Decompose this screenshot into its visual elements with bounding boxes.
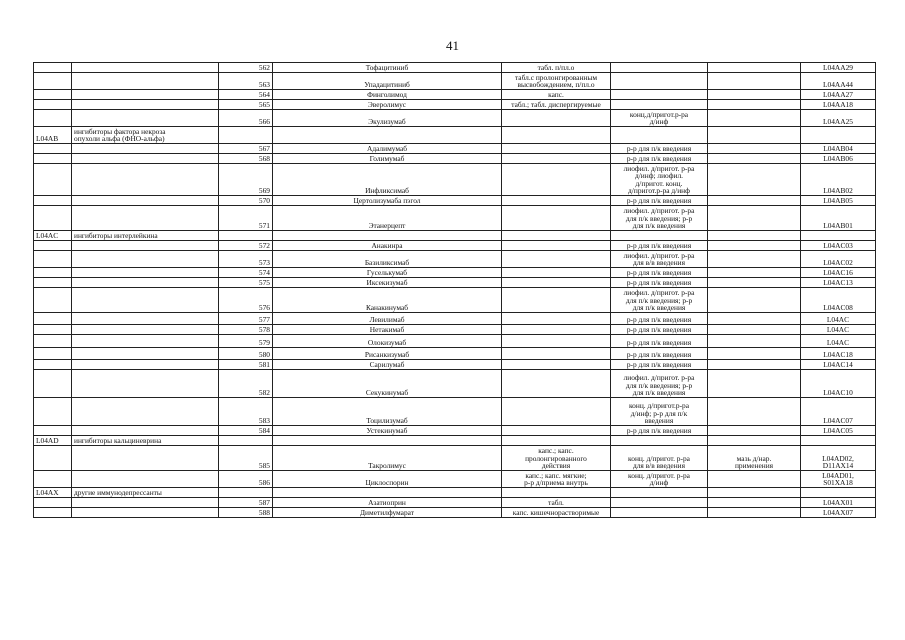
external-form [708, 144, 801, 154]
empty-cell [273, 436, 502, 446]
empty-cell [219, 488, 273, 498]
injection-form: р-р для п/к введения [611, 154, 708, 164]
external-form [708, 508, 801, 518]
drug-name: Канакинумаб [273, 288, 502, 313]
empty-cell [34, 471, 72, 488]
oral-form [502, 154, 611, 164]
oral-form: табл. [502, 498, 611, 508]
drug-number: 566 [219, 110, 273, 127]
drug-row [34, 144, 876, 154]
group-row [34, 436, 876, 446]
oral-form [502, 313, 611, 325]
empty-cell [34, 278, 72, 288]
injection-form: р-р для п/к введения [611, 313, 708, 325]
drug-name: Рисанкизумаб [273, 348, 502, 360]
empty-cell [72, 471, 219, 488]
empty-cell [219, 127, 273, 144]
drug-number: 573 [219, 251, 273, 268]
empty-cell [72, 335, 219, 348]
drug-number: 577 [219, 313, 273, 325]
external-form [708, 63, 801, 73]
empty-cell [34, 268, 72, 278]
drug-name: Анакинра [273, 241, 502, 251]
empty-cell [34, 206, 72, 231]
empty-cell [72, 288, 219, 313]
injection-form [611, 90, 708, 100]
oral-form [502, 426, 611, 436]
empty-cell [72, 313, 219, 325]
drug-name: Упадацитиниб [273, 73, 502, 90]
drug-row [34, 313, 876, 325]
oral-form [502, 206, 611, 231]
oral-form [502, 268, 611, 278]
drug-row [34, 90, 876, 100]
drug-number: 569 [219, 164, 273, 196]
drug-row [34, 196, 876, 206]
drug-number: 574 [219, 268, 273, 278]
empty-cell [34, 313, 72, 325]
external-form [708, 73, 801, 90]
empty-cell [219, 436, 273, 446]
atc-code: L04AA27 [801, 90, 876, 100]
drug-number: 586 [219, 471, 273, 488]
external-form: мазь д/нар. применения [708, 446, 801, 471]
drug-row [34, 508, 876, 518]
group-title: ингибиторы интерлейкина [72, 231, 219, 241]
external-form [708, 278, 801, 288]
external-form [708, 426, 801, 436]
drug-number: 581 [219, 360, 273, 370]
empty-cell [34, 164, 72, 196]
drug-number: 564 [219, 90, 273, 100]
empty-cell [34, 241, 72, 251]
oral-form [502, 370, 611, 398]
injection-form: конц. д/пригот. р-ра для в/в введения [611, 446, 708, 471]
drug-row [34, 360, 876, 370]
drug-name: Олокизумаб [273, 335, 502, 348]
empty-cell [72, 241, 219, 251]
drug-name: Секукинумаб [273, 370, 502, 398]
oral-form: капс.; капс. пролонгированного действия [502, 446, 611, 471]
drug-row [34, 110, 876, 127]
external-form [708, 335, 801, 348]
external-form [708, 360, 801, 370]
empty-cell [72, 90, 219, 100]
oral-form: капс. кишечнорастворимые [502, 508, 611, 518]
empty-cell [34, 508, 72, 518]
injection-form: р-р для п/к введения [611, 360, 708, 370]
drug-number: 570 [219, 196, 273, 206]
injection-form: р-р для п/к введения [611, 348, 708, 360]
injection-form: конц. д/пригот.р-ра д/инф; р-р для п/к введения [611, 398, 708, 426]
empty-cell [502, 127, 611, 144]
group-code: L04AB [34, 127, 72, 144]
empty-cell [502, 488, 611, 498]
atc-code: L04AC [801, 325, 876, 335]
empty-cell [273, 488, 502, 498]
external-form [708, 251, 801, 268]
drug-name: Тоцилизумаб [273, 398, 502, 426]
empty-cell [34, 446, 72, 471]
oral-form [502, 398, 611, 426]
drug-row [34, 335, 876, 348]
injection-form [611, 73, 708, 90]
oral-form: капс.; капс. мягкие; р-р д/приема внутрь [502, 471, 611, 488]
drug-row [34, 278, 876, 288]
empty-cell [34, 73, 72, 90]
empty-cell [801, 127, 876, 144]
oral-form [502, 288, 611, 313]
injection-form [611, 100, 708, 110]
drug-number: 571 [219, 206, 273, 231]
drug-name: Адалимумаб [273, 144, 502, 154]
drug-number: 568 [219, 154, 273, 164]
external-form [708, 268, 801, 278]
drug-number: 562 [219, 63, 273, 73]
empty-cell [72, 348, 219, 360]
drug-name: Такролимус [273, 446, 502, 471]
injection-form: р-р для п/к введения [611, 426, 708, 436]
atc-code: L04AC03 [801, 241, 876, 251]
empty-cell [72, 325, 219, 335]
oral-form [502, 241, 611, 251]
empty-cell [801, 436, 876, 446]
external-form [708, 313, 801, 325]
empty-cell [72, 144, 219, 154]
drug-row [34, 154, 876, 164]
atc-code: L04AC14 [801, 360, 876, 370]
external-form [708, 288, 801, 313]
empty-cell [502, 231, 611, 241]
group-title: другие иммунодепрессанты [72, 488, 219, 498]
empty-cell [34, 370, 72, 398]
empty-cell [708, 488, 801, 498]
empty-cell [72, 268, 219, 278]
atc-code: L04AC18 [801, 348, 876, 360]
atc-code: L04AB02 [801, 164, 876, 196]
injection-form: р-р для п/к введения [611, 196, 708, 206]
empty-cell [72, 154, 219, 164]
drug-number: 587 [219, 498, 273, 508]
injection-form: р-р для п/к введения [611, 268, 708, 278]
external-form [708, 164, 801, 196]
empty-cell [34, 100, 72, 110]
drug-row [34, 446, 876, 471]
atc-code: L04AA25 [801, 110, 876, 127]
external-form [708, 471, 801, 488]
group-row [34, 127, 876, 144]
empty-cell [72, 498, 219, 508]
oral-form: табл.с пролонгированным высвобождением, п/пл.о [502, 73, 611, 90]
external-form [708, 398, 801, 426]
empty-cell [72, 278, 219, 288]
empty-cell [72, 196, 219, 206]
oral-form [502, 110, 611, 127]
group-title: ингибиторы кальциневрина [72, 436, 219, 446]
empty-cell [708, 231, 801, 241]
empty-cell [34, 90, 72, 100]
group-code: L04AD [34, 436, 72, 446]
group-code: L04AX [34, 488, 72, 498]
drug-name: Устекинумаб [273, 426, 502, 436]
oral-form: табл. п/пл.о [502, 63, 611, 73]
external-form [708, 90, 801, 100]
empty-cell [708, 127, 801, 144]
drug-row [34, 100, 876, 110]
oral-form [502, 196, 611, 206]
empty-cell [34, 63, 72, 73]
injection-form: р-р для п/к введения [611, 325, 708, 335]
injection-form: лиофил. д/пригот. р-ра д/инф; лиофил. д/пригот. конц. д/пригот.р-ра д/инф [611, 164, 708, 196]
drug-row [34, 325, 876, 335]
drug-name: Эверолимус [273, 100, 502, 110]
atc-code: L04AC16 [801, 268, 876, 278]
drug-number: 575 [219, 278, 273, 288]
external-form [708, 348, 801, 360]
empty-cell [72, 360, 219, 370]
empty-cell [502, 436, 611, 446]
atc-code: L04AB04 [801, 144, 876, 154]
empty-cell [34, 144, 72, 154]
drug-name: Циклоспорин [273, 471, 502, 488]
group-code: L04AC [34, 231, 72, 241]
oral-form [502, 251, 611, 268]
drug-name: Этанерцепт [273, 206, 502, 231]
empty-cell [72, 508, 219, 518]
empty-cell [34, 110, 72, 127]
empty-cell [611, 488, 708, 498]
drug-name: Азатиоприн [273, 498, 502, 508]
empty-cell [801, 488, 876, 498]
empty-cell [72, 73, 219, 90]
drug-number: 576 [219, 288, 273, 313]
drug-row [34, 426, 876, 436]
atc-code: L04AA18 [801, 100, 876, 110]
drug-row [34, 63, 876, 73]
injection-form: лиофил. д/пригот. р-ра для п/к введения; р-р для п/к введения [611, 288, 708, 313]
drug-row [34, 471, 876, 488]
injection-form: р-р для п/к введения [611, 241, 708, 251]
drug-row [34, 348, 876, 360]
external-form [708, 100, 801, 110]
atc-code: L04AC05 [801, 426, 876, 436]
empty-cell [273, 127, 502, 144]
drug-row [34, 241, 876, 251]
atc-code: L04AB01 [801, 206, 876, 231]
empty-cell [72, 398, 219, 426]
external-form [708, 206, 801, 231]
empty-cell [801, 231, 876, 241]
injection-form: р-р для п/к введения [611, 144, 708, 154]
drug-name: Цертолизумаба пэгол [273, 196, 502, 206]
drug-number: 567 [219, 144, 273, 154]
oral-form [502, 144, 611, 154]
oral-form [502, 335, 611, 348]
medicines-table-body [34, 63, 876, 518]
empty-cell [611, 436, 708, 446]
atc-code: L04AC [801, 335, 876, 348]
empty-cell [34, 154, 72, 164]
empty-cell [72, 251, 219, 268]
external-form [708, 241, 801, 251]
injection-form [611, 498, 708, 508]
external-form [708, 325, 801, 335]
atc-code: L04AA29 [801, 63, 876, 73]
drug-name: Левилимаб [273, 313, 502, 325]
injection-form [611, 508, 708, 518]
injection-form: р-р для п/к введения [611, 278, 708, 288]
drug-number: 585 [219, 446, 273, 471]
oral-form [502, 278, 611, 288]
group-row [34, 488, 876, 498]
drug-number: 563 [219, 73, 273, 90]
drug-number: 582 [219, 370, 273, 398]
atc-code: L04AD02, D11AX14 [801, 446, 876, 471]
drug-row [34, 251, 876, 268]
empty-cell [34, 325, 72, 335]
atc-code: L04AB05 [801, 196, 876, 206]
oral-form [502, 360, 611, 370]
drug-number: 580 [219, 348, 273, 360]
drug-row [34, 164, 876, 196]
drug-row [34, 268, 876, 278]
drug-number: 584 [219, 426, 273, 436]
medicines-table [33, 62, 876, 518]
drug-number: 583 [219, 398, 273, 426]
empty-cell [34, 348, 72, 360]
oral-form: табл.; табл. диспергируемые [502, 100, 611, 110]
oral-form [502, 164, 611, 196]
atc-code: L04AA44 [801, 73, 876, 90]
drug-name: Инфликсимаб [273, 164, 502, 196]
injection-form: р-р для п/к введения [611, 335, 708, 348]
injection-form: лиофил. д/пригот. р-ра для в/в введения [611, 251, 708, 268]
empty-cell [34, 251, 72, 268]
empty-cell [72, 446, 219, 471]
empty-cell [72, 100, 219, 110]
drug-name: Гуселькумаб [273, 268, 502, 278]
atc-code: L04AC08 [801, 288, 876, 313]
drug-row [34, 73, 876, 90]
oral-form: капс. [502, 90, 611, 100]
external-form [708, 110, 801, 127]
external-form [708, 370, 801, 398]
group-row [34, 231, 876, 241]
empty-cell [708, 436, 801, 446]
external-form [708, 154, 801, 164]
injection-form: конц.д/пригот.р-ра д/инф [611, 110, 708, 127]
drug-row [34, 498, 876, 508]
empty-cell [72, 206, 219, 231]
drug-row [34, 206, 876, 231]
page-number: 41 [446, 38, 459, 53]
drug-name: Базиликсимаб [273, 251, 502, 268]
injection-form [611, 63, 708, 73]
empty-cell [34, 360, 72, 370]
drug-row [34, 398, 876, 426]
drug-name: Иксекизумаб [273, 278, 502, 288]
empty-cell [219, 231, 273, 241]
drug-number: 565 [219, 100, 273, 110]
atc-code: L04AC13 [801, 278, 876, 288]
empty-cell [34, 498, 72, 508]
atc-code: L04AX07 [801, 508, 876, 518]
empty-cell [34, 196, 72, 206]
empty-cell [72, 164, 219, 196]
empty-cell [34, 288, 72, 313]
oral-form [502, 348, 611, 360]
empty-cell [34, 335, 72, 348]
empty-cell [72, 63, 219, 73]
empty-cell [611, 127, 708, 144]
atc-code: L04AC07 [801, 398, 876, 426]
external-form [708, 498, 801, 508]
drug-name: Сарилумаб [273, 360, 502, 370]
empty-cell [34, 426, 72, 436]
empty-cell [273, 231, 502, 241]
drug-number: 579 [219, 335, 273, 348]
drug-row [34, 370, 876, 398]
drug-number: 572 [219, 241, 273, 251]
drug-name: Экулизумаб [273, 110, 502, 127]
external-form [708, 196, 801, 206]
atc-code: L04AC10 [801, 370, 876, 398]
drug-number: 588 [219, 508, 273, 518]
atc-code: L04AC02 [801, 251, 876, 268]
drug-name: Голимумаб [273, 154, 502, 164]
atc-code: L04AB06 [801, 154, 876, 164]
drug-name: Тофацитиниб [273, 63, 502, 73]
drug-number: 578 [219, 325, 273, 335]
group-title: ингибиторы фактора некроза опухоли альфа (ФНО-альфа) [72, 127, 219, 144]
empty-cell [72, 370, 219, 398]
injection-form: лиофил. д/пригот. р-ра для п/к введения; р-р для п/к введения [611, 370, 708, 398]
empty-cell [34, 398, 72, 426]
atc-code: L04AD01, S01XA18 [801, 471, 876, 488]
empty-cell [72, 426, 219, 436]
atc-code: L04AX01 [801, 498, 876, 508]
drug-name: Нетакимаб [273, 325, 502, 335]
drug-name: Финголимод [273, 90, 502, 100]
empty-cell [611, 231, 708, 241]
drug-name: Диметилфумарат [273, 508, 502, 518]
injection-form: конц. д/пригот. р-ра д/инф [611, 471, 708, 488]
oral-form [502, 325, 611, 335]
empty-cell [72, 110, 219, 127]
injection-form: лиофил. д/пригот. р-ра для п/к введения; р-р для п/к введения [611, 206, 708, 231]
drug-row [34, 288, 876, 313]
atc-code: L04AC [801, 313, 876, 325]
